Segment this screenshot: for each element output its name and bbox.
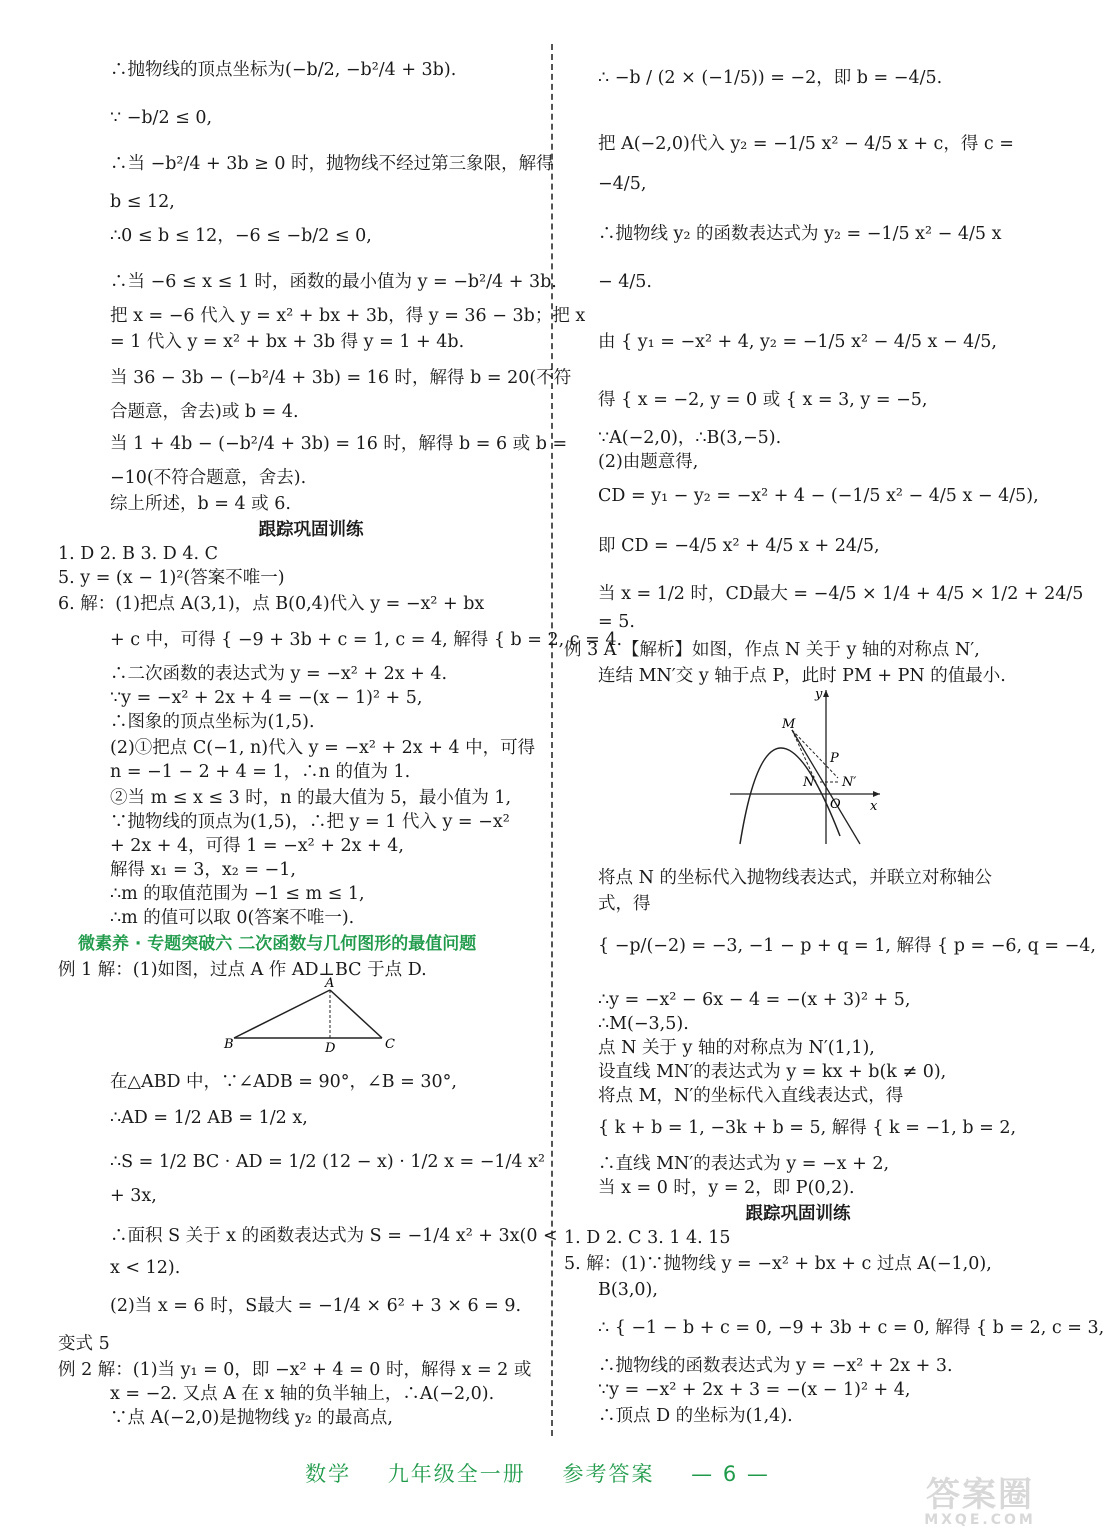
answer-line: 5. y = (x − 1)²(答案不唯一) <box>58 568 285 588</box>
answer-line: ②当 m ≤ x ≤ 3 时，n 的最大值为 5，最小值为 1, <box>110 788 512 808</box>
text-line: { k + b = 1, −3k + b = 5, 解得 { k = −1, b = 2, <box>598 1118 1017 1138</box>
text-line: = 5. <box>598 612 635 632</box>
graph-label-y: y <box>815 687 823 702</box>
example-line: x = −2. 又点 A 在 x 轴的负半轴上，∴A(−2,0). <box>110 1384 495 1404</box>
answer-line: ∴m 的值可以取 0(答案不唯一). <box>110 908 355 928</box>
example-line: (2)当 x = 6 时，S最大 = −1/4 × 6² + 3 × 6 = 9. <box>110 1296 522 1316</box>
example-line: 在△ABD 中，∵∠ADB = 90°，∠B = 30°, <box>110 1072 457 1092</box>
answer-line: + 2x + 4，可得 1 = −x² + 2x + 4, <box>110 836 404 856</box>
text-line: 即 CD = −4/5 x² + 4/5 x + 24/5, <box>598 536 880 556</box>
text-line: ∴ −b / (2 × (−1/5)) = −2，即 b = −4/5. <box>598 68 943 88</box>
text-line: { −p/(−2) = −3, −1 − p + q = 1, 解得 { p = −6, q = −4, <box>598 936 1096 956</box>
section-title: 微素养 · 专题突破六 二次函数与几何图形的最值问题 <box>78 934 477 954</box>
graph-label-o: O <box>830 797 841 812</box>
footer-grade: 九年级全一册 <box>387 1462 526 1486</box>
text-line: ∴y = −x² − 6x − 4 = −(x + 3)² + 5, <box>598 990 911 1010</box>
graph-label-n: N <box>803 775 815 790</box>
text-line: − 4/5. <box>598 272 652 292</box>
text-line: 综上所述，b = 4 或 6. <box>110 494 291 514</box>
text-line: 例 3 A 【解析】如图，作点 N 关于 y 轴的对称点 N′, <box>564 640 980 660</box>
text-line: 当 1 + 4b − (−b²/4 + 3b) = 16 时，解得 b = 6 或 b = <box>110 434 568 454</box>
answer-line: B(3,0), <box>598 1280 658 1300</box>
text-line: −4/5, <box>598 174 647 194</box>
text-line: ∵ −b/2 ≤ 0, <box>110 108 213 128</box>
answer-line: 1. D 2. C 3. 1 4. 15 <box>564 1228 731 1248</box>
answer-line: ∵y = −x² + 2x + 3 = −(x − 1)² + 4, <box>598 1380 911 1400</box>
answer-line: 5. 解：(1)∵抛物线 y = −x² + bx + c 过点 A(−1,0), <box>564 1254 992 1274</box>
answer-line: (2)①把点 C(−1, n)代入 y = −x² + 2x + 4 中，可得 <box>110 738 536 758</box>
example-line: 例 1 解：(1)如图，过点 A 作 AD⊥BC 于点 D. <box>58 960 427 980</box>
tri-label-a: A <box>325 976 335 991</box>
answer-line: ∴二次函数的表达式为 y = −x² + 2x + 4. <box>110 664 448 684</box>
text-line: (2)由题意得, <box>598 452 699 472</box>
text-line: ∴当 −b²/4 + 3b ≥ 0 时，抛物线不经过第三象限，解得 <box>110 154 554 174</box>
text-line: 当 x = 0 时，y = 2，即 P(0,2). <box>598 1178 855 1198</box>
graph-label-x: x <box>870 799 878 814</box>
answer-line: ∵y = −x² + 2x + 4 = −(x − 1)² + 5, <box>110 688 423 708</box>
footer-label: 参考答案 <box>562 1462 655 1486</box>
parabola-graph <box>730 686 890 846</box>
answer-line: ∵抛物线的顶点为(1,5)，∴把 y = 1 代入 y = −x² <box>110 812 510 832</box>
answer-line: ∴m 的取值范围为 −1 ≤ m ≤ 1, <box>110 884 365 904</box>
example-line: 例 2 解：(1)当 y₁ = 0，即 −x² + 4 = 0 时，解得 x = 2 或 <box>58 1360 532 1380</box>
answer-line: ∴顶点 D 的坐标为(1,4). <box>598 1406 793 1426</box>
tri-side-ab <box>234 990 330 1038</box>
answer-line: ∴ { −1 − b + c = 0, −9 + 3b + c = 0, 解得 { b = 2, c = 3, <box>598 1318 1104 1338</box>
parabola-curve <box>740 748 840 844</box>
answer-line: ∴抛物线的函数表达式为 y = −x² + 2x + 3. <box>598 1356 953 1376</box>
page-number: — 6 — <box>691 1462 770 1486</box>
graph-label-m: M <box>782 717 796 732</box>
text-line: 点 N 关于 y 轴的对称点为 N′(1,1), <box>598 1038 875 1058</box>
text-line: 当 x = 1/2 时，CD最大 = −4/5 × 1/4 + 4/5 × 1/2 + 24/5 <box>598 584 1084 604</box>
answer-line: n = −1 − 2 + 4 = 1，∴n 的值为 1. <box>110 762 411 782</box>
text-line: 合题意，舍去)或 b = 4. <box>110 402 299 422</box>
text-line: b ≤ 12, <box>110 192 175 212</box>
text-line: 把 A(−2,0)代入 y₂ = −1/5 x² − 4/5 x + c，得 c = <box>598 134 1014 154</box>
tri-side-ac <box>330 990 382 1038</box>
text-line: 把 x = −6 代入 y = x² + bx + 3b，得 y = 36 − 3b；把 x <box>110 306 586 326</box>
example-line: x < 12). <box>110 1258 181 1278</box>
example-line: ∴S = 1/2 BC · AD = 1/2 (12 − x) · 1/2 x = −1/4 x² <box>110 1152 546 1172</box>
x-axis-arrow <box>873 791 880 797</box>
text-line: 得 { x = −2, y = 0 或 { x = 3, y = −5, <box>598 390 928 410</box>
section-heading: 跟踪巩固训练 <box>258 520 364 540</box>
answer-line: ∴图象的顶点坐标为(1,5). <box>110 712 315 732</box>
text-line: 连结 MN′交 y 轴于点 P，此时 PM + PN 的值最小. <box>598 666 1006 686</box>
example-line: + 3x, <box>110 1186 157 1206</box>
text-line: ∵A(−2,0)，∴B(3,−5). <box>598 428 782 448</box>
text-line: 设直线 MN′的表达式为 y = kx + b(k ≠ 0), <box>598 1062 947 1082</box>
answer-line: + c 中，可得 { −9 + 3b + c = 1, c = 4, 解得 { b = 2, c = 4. <box>110 630 623 650</box>
answer-line: 6. 解：(1)把点 A(3,1)，点 B(0,4)代入 y = −x² + bx <box>58 594 485 614</box>
text-line: ∴直线 MN′的表达式为 y = −x + 2, <box>598 1154 890 1174</box>
text-line: ∴0 ≤ b ≤ 12，−6 ≤ −b/2 ≤ 0, <box>110 226 372 246</box>
watermark-text: 答案圈 <box>926 1475 1034 1515</box>
tri-label-d: D <box>325 1041 336 1056</box>
example-line: ∵点 A(−2,0)是抛物线 y₂ 的最高点, <box>110 1408 393 1428</box>
y-axis-arrow <box>823 690 829 697</box>
text-line: 由 { y₁ = −x² + 4, y₂ = −1/5 x² − 4/5 x − 4/5, <box>598 332 997 352</box>
section-heading: 跟踪巩固训练 <box>745 1204 851 1224</box>
text-line: ∴抛物线的顶点坐标为(−b/2, −b²/4 + 3b). <box>110 60 457 80</box>
example-line: ∴AD = 1/2 AB = 1/2 x, <box>110 1108 308 1128</box>
example-line: ∴面积 S 关于 x 的函数表达式为 S = −1/4 x² + 3x(0 < <box>110 1226 558 1246</box>
text-line: ∴当 −6 ≤ x ≤ 1 时，函数的最小值为 y = −b²/4 + 3b. <box>110 272 557 292</box>
triangle-figure <box>224 976 402 1056</box>
footer-subject: 数学 <box>305 1462 352 1486</box>
text-line: 当 36 − 3b − (−b²/4 + 3b) = 16 时，解得 b = 20(不符 <box>110 368 572 388</box>
text-line: CD = y₁ − y₂ = −x² + 4 − (−1/5 x² − 4/5 x − 4/5), <box>598 486 1039 506</box>
text-line: 式，得 <box>598 894 651 914</box>
graph-label-p: P <box>830 751 839 766</box>
text-line: = 1 代入 y = x² + bx + 3b 得 y = 1 + 4b. <box>110 332 465 352</box>
text-line: 将点 M，N′的坐标代入直线表达式，得 <box>598 1086 904 1106</box>
example-line: 变式 5 <box>58 1334 110 1354</box>
answer-line: 解得 x₁ = 3，x₂ = −1, <box>110 860 296 880</box>
tri-label-c: C <box>385 1037 395 1052</box>
watermark-logo <box>905 1475 1055 1530</box>
text-line: 将点 N 的坐标代入抛物线表达式，并联立对称轴公 <box>598 868 992 888</box>
text-line: ∴M(−3,5). <box>598 1014 689 1034</box>
graph-label-n-prime: N′ <box>842 775 857 790</box>
text-line: −10(不符合题意，舍去). <box>110 468 307 488</box>
text-line: ∴抛物线 y₂ 的函数表达式为 y₂ = −1/5 x² − 4/5 x <box>598 224 1002 244</box>
tri-label-b: B <box>224 1037 234 1052</box>
watermark-url: MXQE.COM <box>924 1512 1036 1528</box>
answer-line: 1. D 2. B 3. D 4. C <box>58 544 219 564</box>
